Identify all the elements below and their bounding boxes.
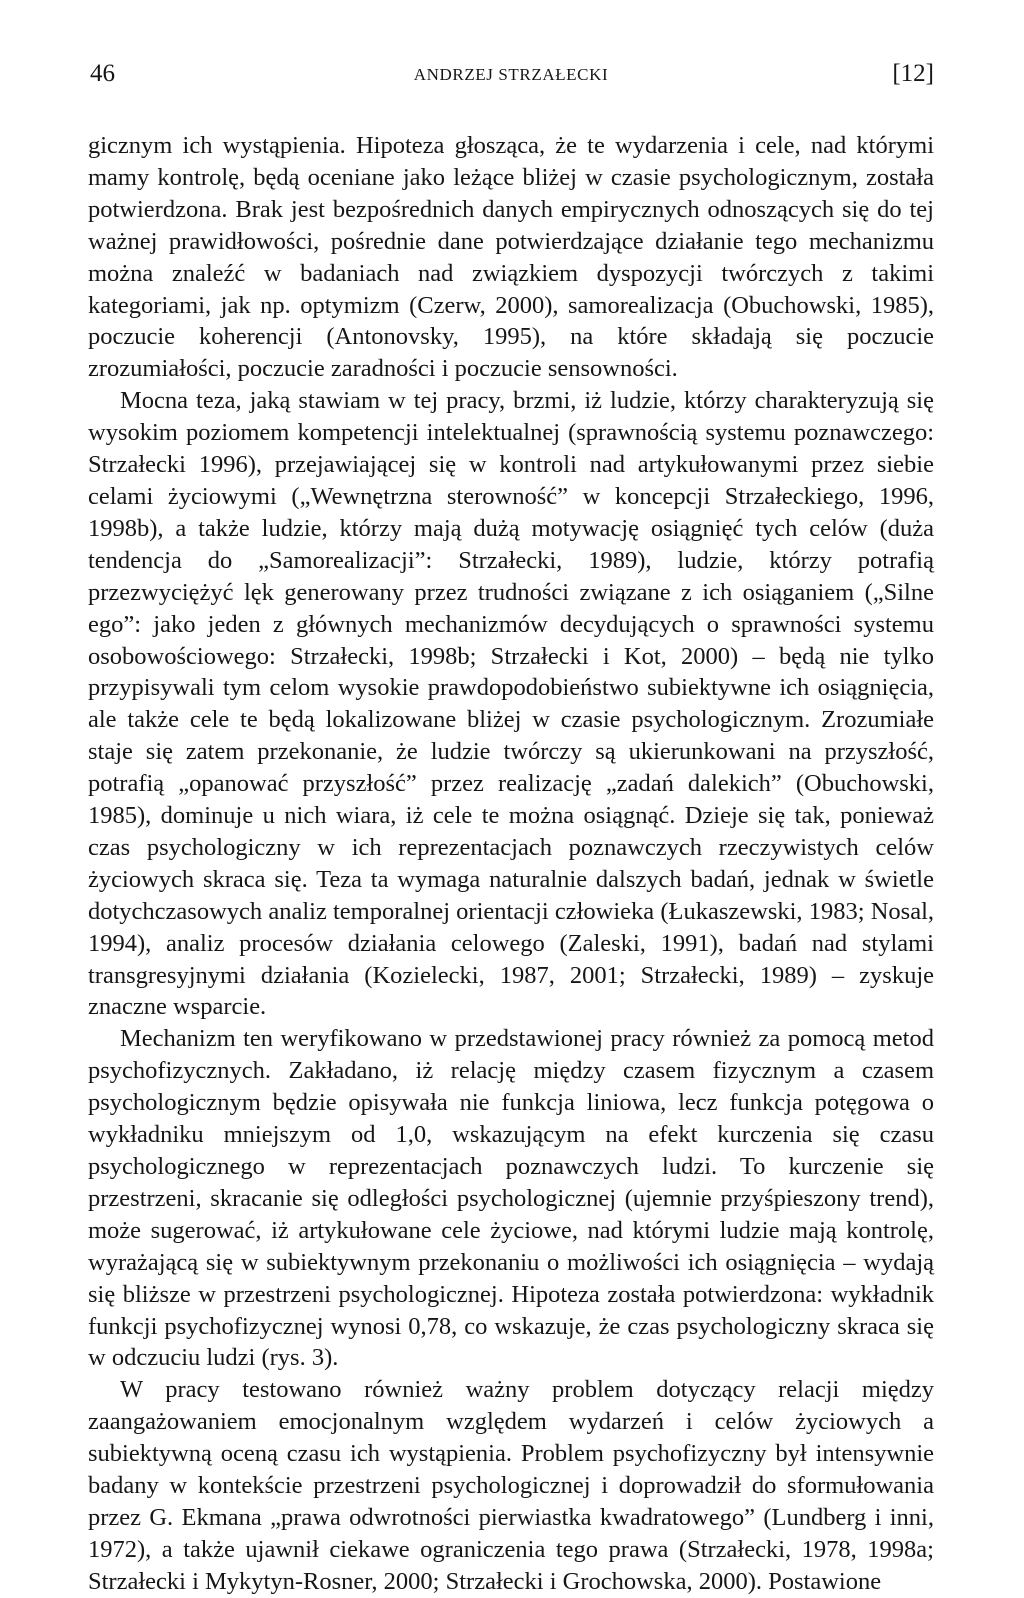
section-reference: [12] (892, 60, 934, 87)
paragraph-continued: gicznym ich wystąpienia. Hipoteza głosząca, że te wydarzenia i cele, nad którymi mamy kontrolę, będą oceniane jako leżące bliżej w czasie psychologicznym, została potwierdzona. Brak jest bezpośrednich danych empirycznych odnoszących się do tej ważnej prawidłowości, pośrednie dane potwierdzające działanie tego mechanizmu można znaleźć w badaniach nad związkiem dyspozycji twórczych z takimi kategoriami, jak np. optymizm (Czerw, 2000), samorealizacja (Obuchowski, 1985), poczucie koherencji (Antonovsky, 1995), na które składają się poczucie zrozumiałości, poczucie zaradności i poczucie sensowności. (88, 132, 934, 383)
running-head-author: ANDRZEJ STRZAŁECKI (413, 65, 609, 84)
paragraph: W pracy testowano również ważny problem dotyczący relacji między zaangażowaniem emocjonalnym względem wydarzeń i celów życiowych a subiektywną oceną czasu ich wystąpienia. Problem psychofizyczny był intensywnie badany w kontekście przestrzeni psychologicznej i doprowadził do sformułowania przez G. Ekmana „prawa odwrotności pierwiastka kwadratowego” (Lundberg i inni, 1972), a także ujawnił ciekawe ograniczenia tego prawa (Strzałecki, 1978, 1998a; Strzałecki i Mykytyn-Rosner, 2000; Strzałecki i Grochowska, 2000). Postawione (88, 1376, 934, 1595)
body-text (88, 130, 934, 1598)
paragraph: Mechanizm ten weryfikowano w przedstawionej pracy również za pomocą metod psychofizycznych. Zakładano, iż relację między czasem fizycznym a czasem psychologicznym będzie opisywała nie funkcja liniowa, lecz funkcja potęgowa o wykładniku mniejszym od 1,0, wskazującym na efekt kurczenia się czasu psychologicznego w reprezentacjach poznawczych ludzi. To kurczenie się przestrzeni, skracanie się odległości psychologicznej (ujemnie przyśpieszony trend), może sugerować, iż artykułowane cele życiowe, nad którymi ludzie mają kontrolę, wyrażającą się w subiektywnym przekonaniu o możliwości ich osiągnięcia – wydają się bliższe w przestrzeni psychologicznej. Hipoteza została potwierdzona: wykładnik funkcji psychofizycznej wynosi 0,78, co wskazuje, że czas psychologiczny skraca się w odczuciu ludzi (rys. 3). (88, 1025, 934, 1372)
book-page (88, 52, 934, 1598)
page-number: 46 (90, 60, 115, 87)
paragraph: Mocna teza, jaką stawiam w tej pracy, brzmi, iż ludzie, którzy charakteryzują się wysokim poziomem kompetencji intelektualnej (sprawnością systemu poznawczego: Strzałecki 1996), przejawiającej się w kontroli nad artykułowanymi przez siebie celami życiowymi („Wewnętrzna sterowność” w koncepcji Strzałeckiego, 1996, 1998b), a także ludzie, którzy mają dużą motywację osiągnięć tych celów (duża tendencja do „Samorealizacji”: Strzałecki, 1989), ludzie, którzy potrafią przezwyciężyć lęk generowany przez trudności związane z ich osiąganiem („Silne ego”: jako jeden z głównych mechanizmów decydujących o sprawności systemu osobowościowego: Strzałecki, 1998b; Strzałecki i Kot, 2000) – będą nie tylko przypisywali tym celom wysokie prawdopodobieństwo subiektywne ich osiągnięcia, ale także cele te będą lokalizowane bliżej w czasie psychologicznym. Zrozumiałe staje się zatem przekonanie, że ludzie twórczy są ukierunkowani na przyszłość, potrafią „opanować przyszłość” przez realizację „zadań dalekich” (Obuchowski, 1985), dominuje u nich wiara, iż cele te można osiągnąć. Dzieje się tak, ponieważ czas psychologiczny w ich reprezentacjach poznawczych rzeczywistych celów życiowych skraca się. Teza ta wymaga naturalnie dalszych badań, jednak w świetle dotychczasowych analiz temporalnej orientacji człowieka (Łukaszewski, 1983; Nosal, 1994), analiz procesów działania celowego (Zaleski, 1991), badań nad stylami transgresyjnymi działania (Kozielecki, 1987, 2001; Strzałecki, 1989) – zyskuje znaczne wsparcie. (88, 387, 934, 1021)
running-head (88, 52, 934, 96)
